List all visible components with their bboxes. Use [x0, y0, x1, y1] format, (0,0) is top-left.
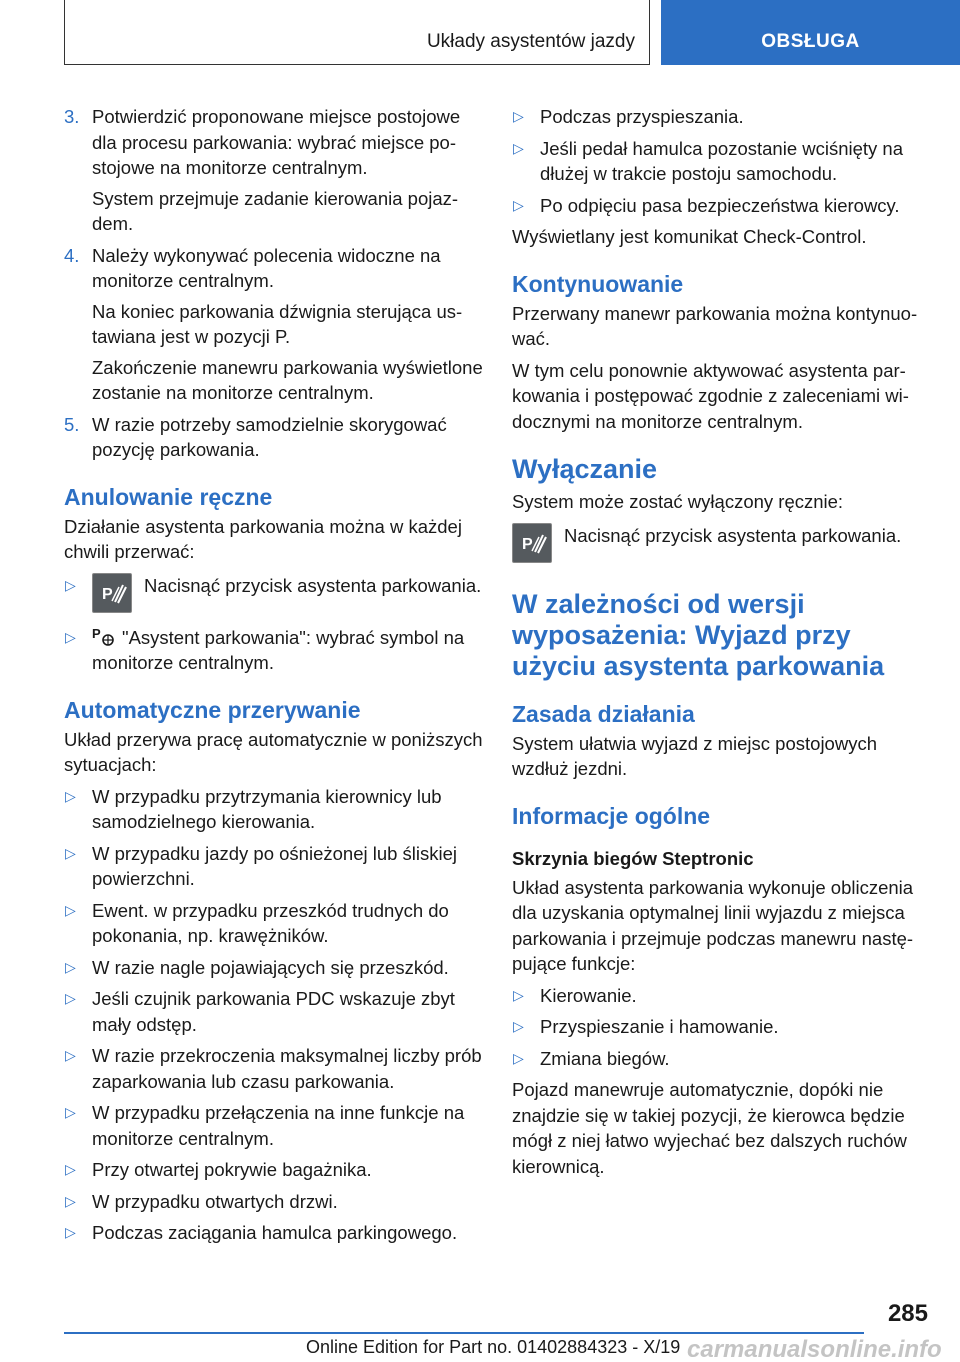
list-item-text: W przypadku przytrzymania kierownicy lub samodzielnego kierowania. — [92, 785, 442, 832]
step-text: System przejmuje zadanie kierowania pojazdem. — [92, 187, 459, 234]
list-item-text: W razie nagle pojawiających się przeszkód. — [92, 956, 449, 978]
list-item-text: Ewent. w przypadku przeszkód trudnych do pokonania, np. krawężników. — [92, 899, 449, 946]
list-item — [64, 955, 484, 981]
triangle-bullet-icon: ▷ — [65, 990, 76, 1006]
list-item-text: Podczas przyspieszania. — [540, 106, 744, 127]
step-3 — [64, 104, 484, 237]
list-item — [64, 625, 484, 676]
park-assist-symbol-icon — [92, 625, 116, 647]
list-item-text: W przypadku jazdy po ośnieżonej lub śliskiej powierzchni. — [92, 842, 458, 889]
list-item-text: W przypadku otwartych drzwi. — [92, 1190, 338, 1212]
subheading-steptronic: Skrzynia biegów Steptronic — [512, 847, 754, 869]
list-item-text: Kierowanie. — [540, 984, 637, 1006]
step-5 — [64, 412, 484, 463]
section-tab-label: OBSŁUGA — [761, 31, 860, 52]
list-item — [64, 1043, 484, 1094]
park-assist-button-icon — [92, 573, 132, 613]
switch-off-instruction — [512, 523, 932, 563]
step-text: Na koniec parkowania dźwignia sterująca ustawiana jest w pozycji P. — [92, 300, 463, 347]
check-control-message: Wyświetlany jest komunikat Check-Control. — [512, 226, 867, 247]
svg-text:P: P — [522, 535, 533, 553]
list-item-text: Nacisnąć przycisk asystenta parkowania. — [144, 574, 482, 596]
section-tab — [661, 0, 960, 65]
list-item-text: W przypadku przełączenia na inne funkcje na monitorze centralnym. — [92, 1102, 465, 1149]
triangle-bullet-icon: ▷ — [65, 958, 76, 975]
triangle-bullet-icon: ▷ — [65, 1161, 76, 1177]
triangle-bullet-icon: ▷ — [65, 844, 76, 861]
triangle-bullet-icon: ▷ — [65, 576, 76, 593]
list-item — [512, 983, 932, 1009]
page-number: 285 — [887, 1300, 928, 1327]
footer-edition: Online Edition for Part no. 01402884323 - X/19 — [306, 1337, 681, 1357]
switch-off-text: System może zostać wyłączony ręcznie: — [512, 491, 844, 512]
auto-interrupt-intro: Układ przerywa pracę automatycznie w poniższych sytuacjach: — [64, 728, 483, 775]
list-item-text: Przyspieszanie i hamowanie. — [540, 1016, 779, 1037]
list-item — [64, 986, 484, 1037]
list-item — [64, 1220, 484, 1246]
heading-manual-cancel: Anulowanie ręczne — [64, 483, 273, 510]
list-item — [64, 841, 484, 892]
heading-switch-off: Wyłączanie — [512, 454, 658, 484]
triangle-bullet-icon: ▷ — [65, 1192, 76, 1209]
header-title-box — [64, 0, 650, 65]
general-text: Pojazd manewruje automatycznie, dopóki nie znajdzie się w takiej pozycji, że kierowca będzie mógł z niej łatwo wyjechać bez dalszych ruchów kierownicą. — [512, 1079, 907, 1177]
triangle-bullet-icon: ▷ — [65, 787, 76, 804]
list-item — [512, 136, 932, 187]
step-number: 4. — [64, 244, 80, 266]
triangle-bullet-icon: ▷ — [65, 1224, 76, 1240]
principle-text: System ułatwia wyjazd z miejsc postojowych wzdłuż jezdni. — [512, 732, 877, 779]
list-item-text: Zmiana biegów. — [540, 1047, 670, 1069]
list-item-text: Po odpięciu pasa bezpieczeństwa kierowcy. — [540, 194, 900, 216]
list-item-text: Przy otwartej pokrywie bagażnika. — [92, 1159, 372, 1180]
list-item — [64, 573, 484, 613]
triangle-bullet-icon: ▷ — [513, 196, 524, 213]
list-item-text: Jeśli pedał hamulca pozostanie wciśnięty na dłużej w trakcie postoju samochodu. — [540, 137, 904, 184]
list-item — [64, 1189, 484, 1215]
list-item — [64, 1157, 484, 1183]
footer-divider — [64, 1332, 864, 1334]
general-text: Układ asystenta parkowania wykonuje obliczenia dla uzyskania optymalnej linii wyjazdu z miejsca parkowania i przejmuje podczas manewru następujące funkcje: — [512, 876, 914, 974]
list-item-text: Jeśli czujnik parkowania PDC wskazuje zbyt mały odstęp. — [92, 988, 455, 1035]
list-item-text: Podczas zaciągania hamulca parkingowego. — [92, 1222, 458, 1243]
list-item — [512, 1014, 932, 1040]
heading-principle: Zasada działania — [512, 700, 695, 727]
list-item — [64, 1100, 484, 1151]
heading-exit-assist: W zależności od wersji wyposażenia: Wyjazd przy użyciu asystenta parkowania — [512, 588, 885, 681]
chapter-title: Układy asystentów jazdy — [426, 31, 635, 52]
heading-general-info: Informacje ogólne — [512, 802, 711, 829]
triangle-bullet-icon: ▷ — [513, 986, 524, 1003]
list-item — [512, 104, 932, 130]
switch-off-icon-text: Nacisnąć przycisk asystenta parkowania. — [564, 524, 902, 546]
triangle-bullet-icon: ▷ — [513, 1049, 524, 1066]
right-column — [512, 104, 932, 1185]
watermark: carmanualsonline.info — [687, 1336, 942, 1362]
left-column — [64, 104, 484, 1252]
triangle-bullet-icon: ▷ — [65, 1104, 76, 1120]
continue-text: Przerwany manewr parkowania można kontynuować. — [512, 302, 918, 349]
step-text: Potwierdzić proponowane miejsce postojowe dla procesu parkowania: wybrać miejsce postojowe na monitorze centralnym. — [92, 106, 461, 178]
triangle-bullet-icon: ▷ — [513, 108, 524, 124]
heading-auto-interrupt: Automatyczne przerywanie — [64, 696, 361, 723]
step-4 — [64, 243, 484, 406]
continue-text: W tym celu ponownie aktywować asystenta parkowania i postępować zgodnie z zaleceniami widocznymi na monitorze centralnym. — [512, 359, 909, 432]
svg-text:P: P — [92, 625, 101, 641]
park-assist-button-icon — [512, 523, 552, 563]
list-item — [512, 1046, 932, 1072]
triangle-bullet-icon: ▷ — [513, 1018, 524, 1034]
list-item — [512, 193, 932, 219]
triangle-bullet-icon: ▷ — [65, 628, 76, 645]
manual-cancel-intro: Działanie asystenta parkowania można w każdej chwili przerwać: — [64, 515, 462, 562]
triangle-bullet-icon: ▷ — [513, 139, 524, 156]
step-text: Zakończenie manewru parkowania wyświetlone zostanie na monitorze centralnym. — [92, 356, 483, 403]
svg-text:P: P — [102, 585, 113, 603]
step-number: 3. — [64, 106, 80, 127]
list-item — [64, 898, 484, 949]
step-text: W razie potrzeby samodzielnie skorygować pozycję parkowania. — [92, 413, 447, 460]
list-item — [64, 784, 484, 835]
step-number: 5. — [64, 413, 80, 435]
list-item-text: W razie przekroczenia maksymalnej liczby prób zaparkowania lub czasu parkowania. — [92, 1045, 482, 1092]
step-text: Należy wykonywać polecenia widoczne na monitorze centralnym. — [92, 244, 441, 291]
list-item-text: "Asystent parkowania": wybrać symbol na monitorze centralnym. — [92, 626, 465, 673]
triangle-bullet-icon: ▷ — [65, 1047, 76, 1063]
triangle-bullet-icon: ▷ — [65, 901, 76, 918]
heading-continue: Kontynuowanie — [512, 270, 684, 297]
